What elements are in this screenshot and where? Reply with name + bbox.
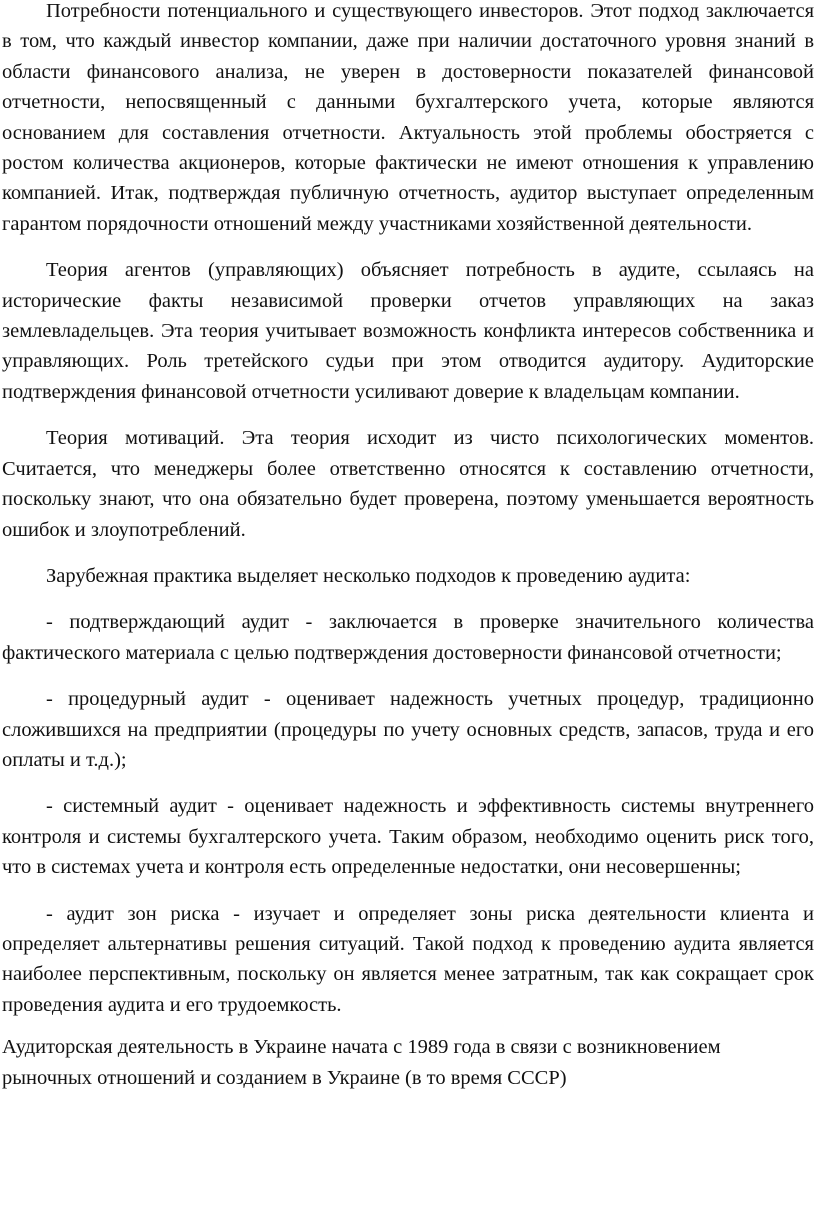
paragraph-ukraine-audit: Аудиторская деятельность в Украине начата с 1989 года в связи с возникновением рыночных отношений и созданием в Украине (в то время СССР) [2, 1036, 721, 1089]
list-item-risk-zone-audit: - аудит зон риска - изучает и определяет зоны риска деятельности клиента и определяет альтернативы решения ситуаций. Такой подход к проведению аудита является наиболее перспективным, поскольку он является менее затратным, так как сокращает срок проведения аудита и его трудоемкость. [2, 902, 814, 1016]
paragraph-motivation-theory: Теория мотиваций. Эта теория исходит из чисто психологических моментов. Считается, что менеджеры более ответственно относятся к составлению отчетности, поскольку знают, что она обязательно будет проверена, поэтому уменьшается вероятность ошибок и злоупотреблений. [2, 427, 814, 541]
paragraph-agent-theory: Теория агентов (управляющих) объясняет потребность в аудите, ссылаясь на исторические факты независимой проверки отчетов управляющих на заказ землевладельцев. Эта теория учитывает возможность конфликта интересов собственника и управляющих. Роль третейского судьи при этом отводится аудитору. Аудиторские подтверждения финансовой отчетности усиливают доверие к владельцам компании. [2, 259, 814, 403]
list-item-confirming-audit: - подтверждающий аудит - заключается в проверке значительного количества фактического материала с целью подтверждения достоверности финансовой отчетности; [2, 611, 814, 664]
list-item-system-audit: - системный аудит - оценивает надежность и эффективность системы внутреннего контроля и системы бухгалтерского учета. Таким образом, необходимо оценить риск того, что в системах учета и контроля есть определенные недостатки, они несовершенны; [2, 795, 814, 879]
list-item-procedural-audit: - процедурный аудит - оценивает надежность учетных процедур, традиционно сложившихся на предприятии (процедуры по учету основных средств, запасов, труда и его оплаты и т.д.); [2, 688, 814, 771]
paragraph-investor-needs: Потребности потенциального и существующего инвесторов. Этот подход заключается в том, что каждый инвестор компании, даже при наличии достаточного уровня знаний в области финансового анализа, не уверен в достоверности показателей финансовой отчетности, непосвященный с данными бухгалтерского учета, которые являются основанием для составления отчетности. Актуальность этой проблемы обостряется с ростом количества акционеров, которые фактически не имеют отношения к управлению компанией. Итак, подтверждая публичную отчетность, аудитор выступает определенным гарантом порядочности отношений между участниками хозяйственной деятельности. [2, 0, 814, 235]
paragraph-foreign-practice: Зарубежная практика выделяет несколько подходов к проведению аудита: [46, 564, 691, 587]
